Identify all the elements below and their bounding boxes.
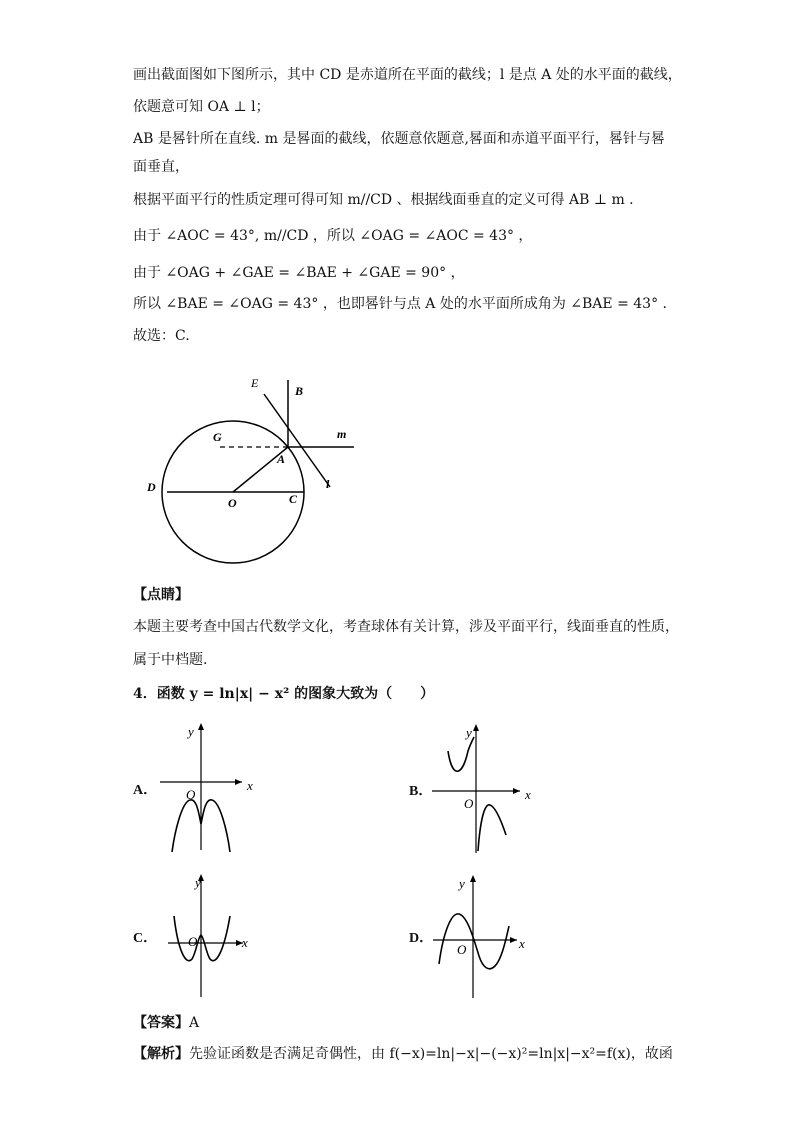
option-b-label: B．	[409, 784, 433, 799]
analysis-line	[133, 1044, 673, 1064]
option-c-label: C．	[133, 931, 158, 946]
option-c-y-label: y	[195, 875, 201, 890]
analysis-label: 【解析】	[133, 1046, 189, 1062]
option-d-y-label: y	[459, 876, 465, 891]
label-D: D	[147, 480, 156, 494]
label-G: G	[213, 430, 222, 444]
dianjing-line-2: 属于中档题.	[133, 652, 208, 668]
solution-line-5: 根据平面平行的性质定理可得可知 m//CD 、根据线面垂直的定义可得 AB ⊥ m .	[133, 192, 634, 208]
option-b-x-label: x	[525, 787, 531, 802]
label-O: O	[228, 496, 237, 510]
option-d-x-label: x	[519, 936, 525, 951]
question-4-stem: 4．函数 y = ln|x| − x² 的图象大致为（ ）	[133, 686, 435, 702]
option-c-x-label: x	[242, 935, 248, 950]
option-b-y-label: y	[466, 725, 472, 740]
label-C: C	[289, 492, 298, 506]
answer-value: A	[189, 1015, 200, 1031]
solution-line-4: 面垂直，	[133, 159, 189, 175]
solution-line-7: 由于 ∠OAG + ∠GAE = ∠BAE + ∠GAE = 90° ，	[133, 265, 465, 281]
option-b-graph	[432, 723, 537, 855]
option-a-y-label: y	[188, 724, 194, 739]
label-A: A	[277, 452, 286, 466]
label-B: B	[295, 384, 304, 398]
solution-line-6: 由于 ∠AOC = 43°, m//CD ，所以 ∠OAG = ∠AOC = 43° ，	[133, 228, 533, 244]
solution-line-3: AB 是晷针所在直线. m 是晷面的截线，依题意依题意,晷面和赤道平面平行，晷针与晷	[133, 131, 665, 147]
analysis-text: 先验证函数是否满足奇偶性，由 f(−x)=ln|−x|−(−x)²=ln|x|−x²=f(x)，故函	[189, 1046, 673, 1062]
option-c-graph	[168, 871, 258, 999]
solution-line-1: 画出截面图如下图所示，其中 CD 是赤道所在平面的截线；l 是点 A 处的水平面的截线，	[133, 67, 682, 83]
option-b-origin-label: O	[464, 796, 474, 811]
solution-line-9: 故选：C.	[133, 328, 190, 344]
answer-label: 【答案】	[133, 1015, 189, 1031]
label-l: l	[326, 477, 330, 491]
option-a-label: A．	[133, 783, 158, 798]
sundial-cross-section-figure	[140, 370, 370, 590]
dianjing-line-1: 本题主要考查中国古代数学文化，考查球体有关计算，涉及平面平行，线面垂直的性质，	[133, 619, 679, 635]
answer-line	[133, 1013, 199, 1033]
solution-line-2: 依题意可知 OA ⊥ l；	[133, 99, 270, 115]
label-m: m	[337, 427, 347, 441]
option-a-graph	[160, 720, 260, 852]
option-d-label: D．	[409, 931, 434, 946]
option-a-origin-label: O	[186, 787, 196, 802]
option-d-origin-label: O	[457, 942, 467, 957]
label-E: E	[251, 376, 259, 390]
option-a-x-label: x	[247, 778, 253, 793]
dianjing-title: 【点睛】	[133, 587, 189, 603]
solution-line-8: 所以 ∠BAE = ∠OAG = 43° ，也即晷针与点 A 处的水平面所成角为 ∠BAE = 43° .	[133, 296, 667, 312]
option-c-origin-label: O	[188, 934, 198, 949]
option-d-graph	[433, 874, 533, 1000]
